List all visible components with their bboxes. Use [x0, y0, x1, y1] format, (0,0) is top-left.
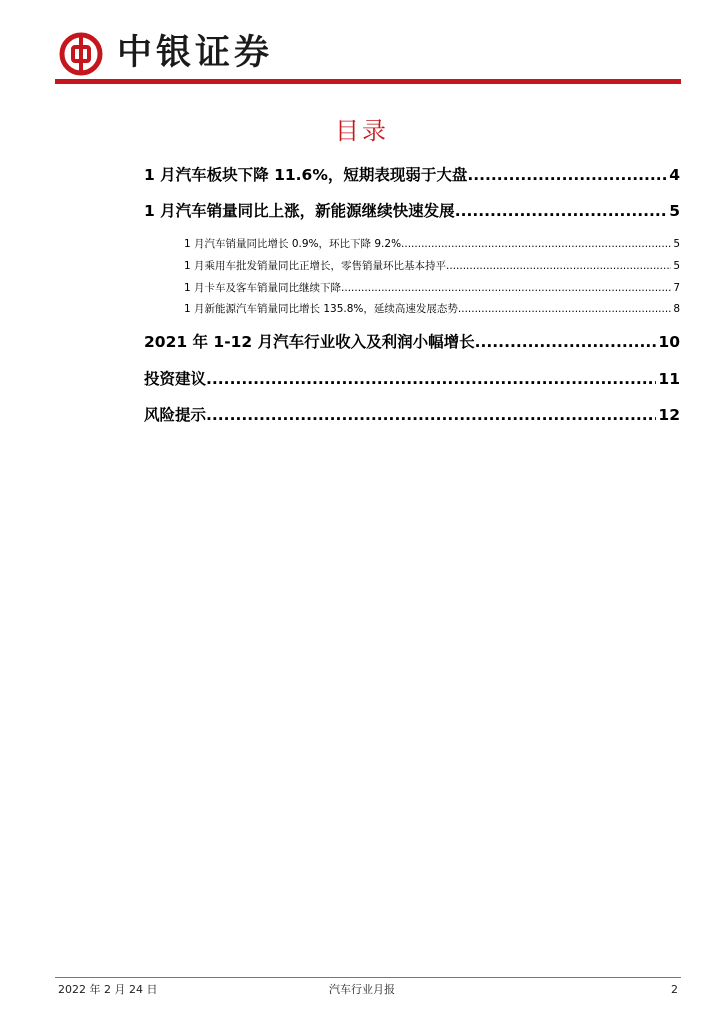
- header-rule: [55, 79, 681, 84]
- footer-date: 2022 年 2 月 24 日: [58, 983, 158, 996]
- toc-entry-text: 风险提示: [144, 406, 207, 424]
- toc-entry-page: 7: [673, 282, 680, 294]
- toc-entry-text: 1 月乘用车批发销量同比正增长，零售销量环比基本持平: [184, 260, 447, 272]
- toc-subentry[interactable]: [184, 237, 680, 251]
- footer-page-number: 2: [671, 983, 678, 996]
- toc-entry-page: 5: [669, 202, 680, 220]
- toc-title: 目录: [335, 117, 389, 145]
- toc-leader-dots: [446, 259, 671, 273]
- toc-entry-text: 投资建议: [144, 370, 207, 388]
- toc-entry[interactable]: [144, 332, 680, 352]
- bank-of-china-logo-icon: [59, 32, 103, 76]
- toc-entry-text: 1 月汽车销量同比上涨，新能源继续快速发展: [144, 202, 455, 220]
- toc-entry[interactable]: [144, 201, 680, 221]
- toc-entry-text: 1 月汽车销量同比增长 0.9%，环比下降 9.2%: [184, 238, 402, 250]
- footer-rule: [55, 977, 681, 978]
- toc-leader-dots: [206, 369, 656, 389]
- toc-entry-page: 12: [658, 406, 680, 424]
- toc-subentry[interactable]: [184, 302, 680, 316]
- toc-entry[interactable]: [144, 405, 680, 425]
- toc-entry[interactable]: [144, 165, 680, 185]
- toc-subentry[interactable]: [184, 259, 680, 273]
- toc-entry-page: 4: [669, 166, 680, 184]
- toc-entry-text: 1 月新能源汽车销量同比增长 135.8%，延续高速发展态势: [184, 303, 458, 315]
- toc-subentry[interactable]: [184, 281, 680, 295]
- toc-entry-text: 1 月汽车板块下降 11.6%，短期表现弱于大盘: [144, 166, 468, 184]
- toc-leader-dots: [401, 237, 671, 251]
- toc-leader-dots: [458, 302, 671, 316]
- toc-leader-dots: [475, 332, 657, 352]
- toc-leader-dots: [467, 165, 667, 185]
- toc-entry-page: 10: [658, 333, 680, 351]
- toc-entry-text: 2021 年 1-12 月汽车行业收入及利润小幅增长: [144, 333, 475, 351]
- toc-entry-page: 11: [658, 370, 680, 388]
- page-header: [55, 28, 685, 76]
- toc-entry-text: 1 月卡车及客车销量同比继续下降: [184, 282, 342, 294]
- toc-leader-dots: [455, 201, 668, 221]
- toc-leader-dots: [206, 405, 656, 425]
- toc-entry[interactable]: [144, 369, 680, 389]
- toc-leader-dots: [341, 281, 671, 295]
- footer-report-type: 汽车行业月报: [329, 983, 395, 996]
- toc-entry-page: 8: [673, 303, 680, 315]
- toc-entry-page: 5: [673, 260, 680, 272]
- toc-entry-page: 5: [673, 238, 680, 250]
- brand-name: 中银证券: [117, 32, 274, 73]
